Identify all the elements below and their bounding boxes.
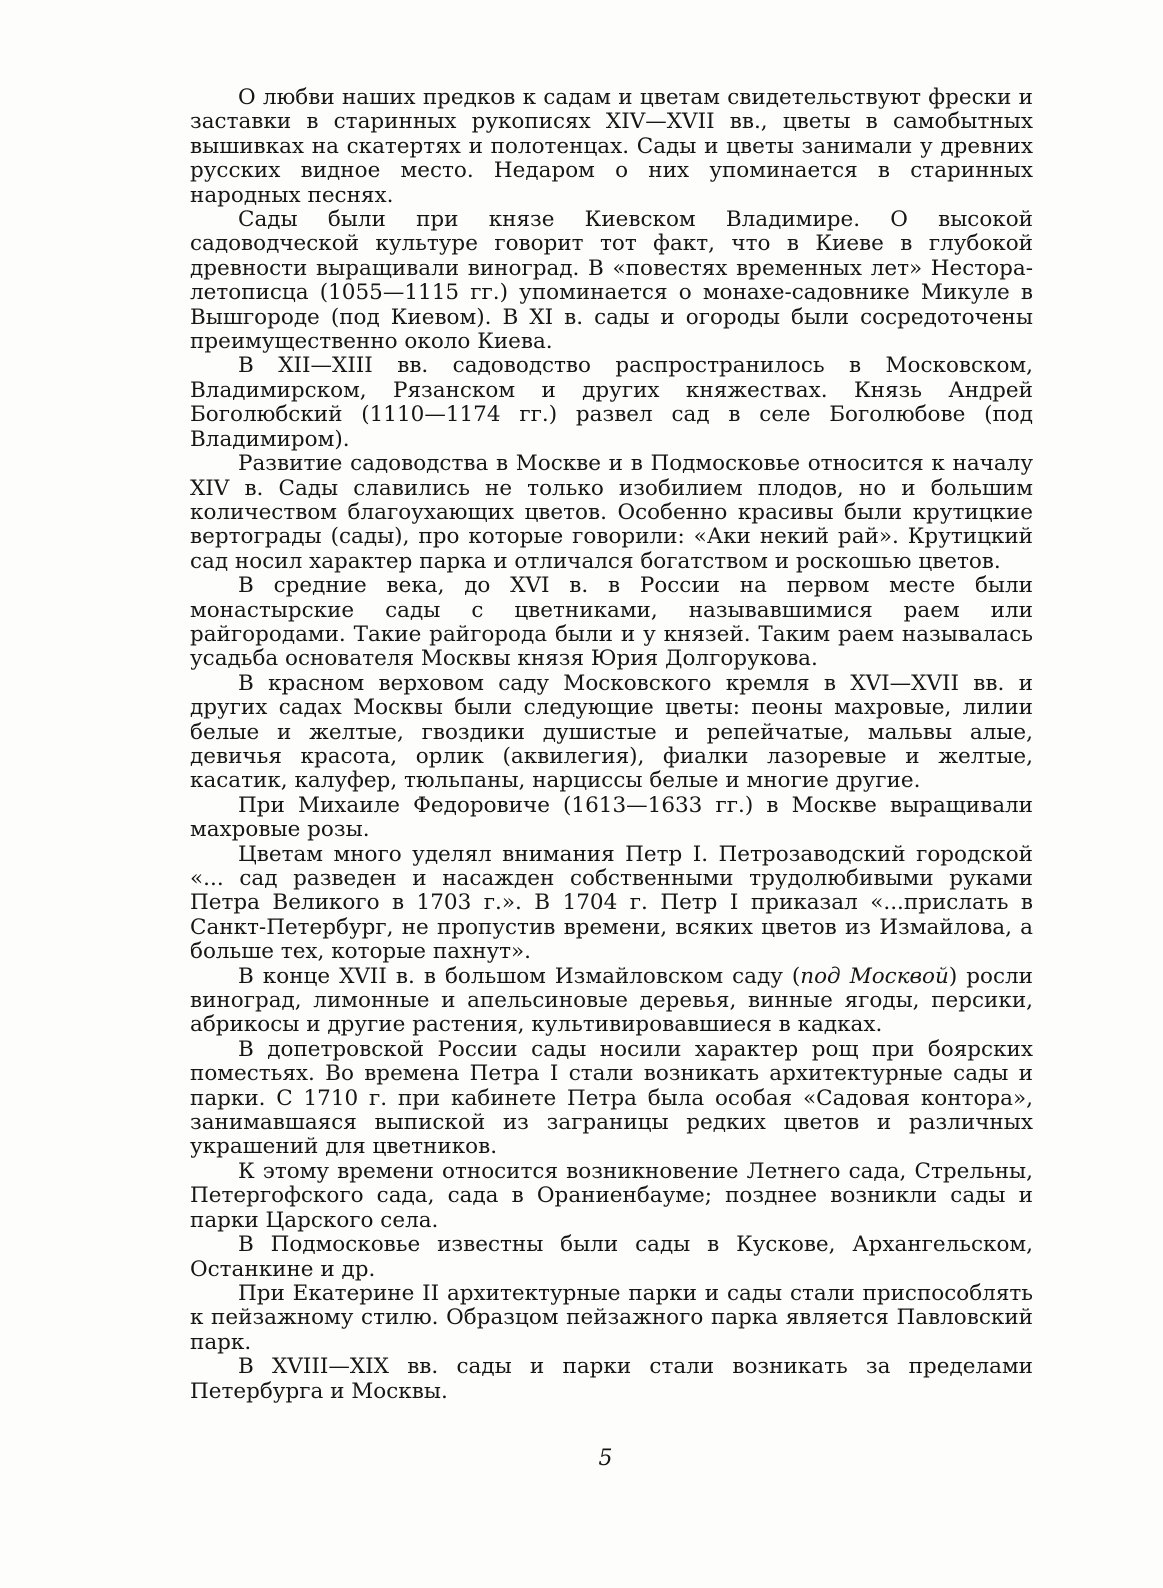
paragraph-6: В красном верховом саду Московского кремля в XVI—XVII вв. и других садах Москвы были следующие цветы: пеоны махровые, лилии белые и желтые, гвоздики душистые и репейчатые, мальвы алые, девичья красота, орлик (аквилегия), фиалки лазоревые и желтые, касатик, калуфер, тюльпаны, нарциссы белые и многие другие.	[190, 670, 1033, 794]
paragraph-9-before: В конце XVII в. в большом Измайловском саду (	[238, 963, 801, 989]
paragraph-9	[190, 965, 1033, 1038]
paragraph-12: В Подмосковье известны были сады в Кускове, Архангельском, Останкине и др.	[190, 1232, 1033, 1282]
paragraph-13: При Екатерине II архитектурные парки и сады стали приспособлять к пейзажному стилю. Образцом пейзажного парка является Павловский парк.	[190, 1280, 1033, 1355]
paragraph-5: В средние века, до XVI в. в России на первом месте были монастырские сады с цветниками, называвшимися раем или райгородами. Такие райгорода были и у князей. Таким раем называлась усадьба основателя Москвы князя Юрия Долгорукова.	[190, 573, 1033, 672]
paragraph-2: Сады были при князе Киевском Владимире. О высокой садоводческой культуре говорит тот факт, что в Киеве в глубокой древности выращивали виноград. В «повестях временных лет» Нестора-летописца (1055—1115 гг.) упоминается о монахе-садовнике Микуле в Вышгороде (под Киевом). В XI в. сады и огороды были сосредоточены преимущественно около Киева.	[190, 207, 1033, 355]
paragraph-1: О любви наших предков к садам и цветам свидетельствуют фрески и заставки в старинных рукописях XIV—XVII вв., цветы в самобытных вышивках на скатертях и полотенцах. Сады и цветы занимали у древних русских видное место. Недаром о них упоминается в старинных народных песнях.	[190, 85, 1033, 208]
paragraph-9-italic: под Москвой	[800, 963, 949, 989]
paragraph-10: В допетровской России сады носили характер рощ при боярских поместьях. Во времена Петра I стали возникать архитектурные сады и парки. С 1710 г. при кабинете Петра была особая «Садовая контора», занимавшаяся выпиской из заграницы редких цветов и различных украшений для цветников.	[190, 1036, 1033, 1160]
paragraph-7: При Михаиле Федоровиче (1613—1633 гг.) в Москве выращивали махровые розы.	[190, 792, 1033, 843]
paragraph-9-after: ) росли виноград, лимонные и апельсиновые деревья, винные ягоды, персики, абрикосы и другие растения, культивировавшиеся в кадках.	[190, 963, 1033, 1038]
paragraph-11: К этому времени относится возникновение Летнего сада, Стрельны, Петергофского сада, сада в Ораниенбауме; позднее возникли сады и парки Царского села.	[190, 1158, 1033, 1233]
paragraph-14: В XVIII—XIX вв. сады и парки стали возникать за пределами Петербурга и Москвы.	[190, 1354, 1033, 1404]
body-text	[190, 86, 1033, 1404]
paragraph-3: В XII—XIII вв. садоводство распространилось в Московском, Владимирском, Рязанском и других княжествах. Князь Андрей Боголюбский (1110—1174 гг.) развел сад в селе Боголюбове (под Владимиром).	[190, 353, 1033, 452]
paragraph-8: Цветам много уделял внимания Петр I. Петрозаводский городской «... сад разведен и насажден собственными трудолюбивыми руками Петра Великого в 1703 г.». В 1704 г. Петр I приказал «...прислать в Санкт-Петербург, не пропустив времени, всяких цветов из Измайлова, а больше тех, которые пахнут».	[190, 841, 1033, 965]
paragraph-4: Развитие садоводства в Москве и в Подмосковье относится к началу XIV в. Сады славились не только изобилием плодов, но и большим количеством благоухающих цветов. Особенно красивы были крутицкие вертограды (сады), про которые говорили: «Аки некий рай». Крутицкий сад носил характер парка и отличался богатством и роскошью цветов.	[190, 451, 1033, 574]
page-number: 5	[598, 1446, 613, 1471]
